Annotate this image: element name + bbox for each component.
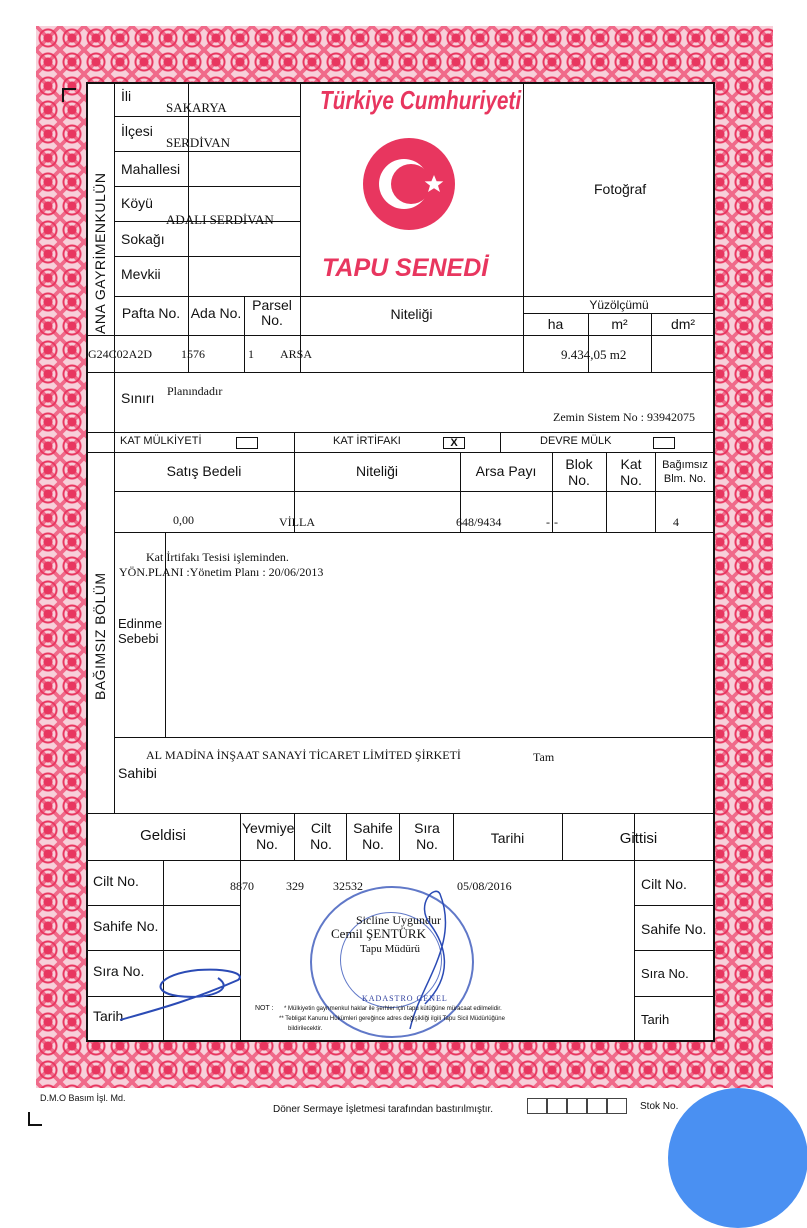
left-cilt-label: Cilt No. [93,873,139,889]
alan-value: 9.434,05 m2 [561,347,627,362]
registry-cilt-header: Cilt No. [310,820,332,852]
dm2-header: dm² [670,316,696,332]
registry-cilt-value: 329 [286,879,304,893]
sebebi-label: Sebebi [118,631,159,646]
notes-label: NOT : [255,1005,274,1012]
left-sahife-label: Sahife No. [93,918,159,934]
sokak-label: Sokağı [121,231,165,247]
left-tarih-label: Tarih [93,1008,124,1024]
pafta-header: Pafta No. [121,305,181,321]
edinme-label: Edinme [118,616,163,631]
stamp-line-3: Tapu Müdürü [360,943,421,955]
parsel-header: Parsel No. [252,297,292,328]
satis-bedeli-header: Satış Bedeli [166,463,242,479]
right-tarih-label: Tarih [641,1012,670,1027]
photo-label: Fotoğraf [594,181,647,197]
blok-value: - [546,515,550,529]
stock-label: Stok No. [640,1101,679,1112]
yevmiye-header: Yevmiye No. [242,820,295,852]
kat-irtifaki-label: KAT İRTİFAKI [333,435,401,447]
stock-box-1 [527,1098,547,1114]
acquisition-line-2: YÖN.PLANI :Yönetim Planı : 20/06/2013 [119,565,324,579]
kat-mulkiyeti-label: KAT MÜLKİYETİ [120,435,202,447]
bagimsiz-value: 4 [673,515,679,529]
printer-label: D.M.O Basım İşl. Md. [40,1093,126,1103]
nitelik-value: ARSA [280,347,313,361]
right-sahife-label: Sahife No. [641,921,707,937]
deed-title: TAPU SENEDİ [322,254,489,282]
mahalle-label: Mahallesi [121,161,181,177]
ilce-value: SERDİVAN [166,135,231,150]
arsa-payi-value: 648/9434 [456,515,502,529]
stock-box-3 [567,1098,587,1114]
devre-mulk-label: DEVRE MÜLK [540,435,612,447]
arsa-payi-header: Arsa Payı [475,463,537,479]
notes-line-3: bildirilecektir. [288,1026,323,1032]
geldisi-header: Geldisi [140,827,186,844]
left-sira-label: Sıra No. [93,963,145,979]
corner-mark-bottom-left [28,1112,42,1126]
unit-nitelik-value: VİLLA [279,515,315,529]
unit-nitelik-header: Niteliği [355,463,398,479]
floating-action-circle[interactable] [668,1088,807,1228]
side-label-divider [114,82,115,452]
ilce-label: İlçesi [121,123,153,139]
corner-mark-top-left [62,88,76,102]
satis-bedeli-value: 0,00 [173,513,194,527]
kat-mulkiyeti-checkbox [236,437,258,449]
signature-scribble [118,962,248,1024]
bagimsiz-header: Bağımsız Blm. No. [662,459,708,485]
stamp-line-1: Sicline Uygundur [356,913,441,927]
acquisition-line-1: Kat İrtifakı Tesisi işleminden. [146,550,289,564]
notes-line-1: * Mülkiyetin gayrımenkul haklar ile şerhler için tapu kütüğüne müracaat edilmelidir. [284,1006,502,1012]
m2-header: m² [611,316,628,332]
printed-by-label: Döner Sermaye İşletmesi tarafından bastırılmıştır. [273,1104,494,1115]
parsel-value: 1 [248,347,254,361]
devre-mulk-checkbox [653,437,675,449]
stock-box-4 [587,1098,607,1114]
main-property-side-label: ANA GAYRİMENKULÜN [92,172,108,334]
registry-sira-header: Sıra No. [414,820,440,852]
registry-sahife-value: 32532 [333,879,363,893]
right-cilt-label: Cilt No. [641,876,687,892]
pafta-value: G24C02A2D [88,347,153,361]
ada-header: Ada No. [190,305,242,321]
nitelik-header: Niteliği [390,306,433,322]
il-value: SAKARYA [166,100,227,115]
ada-value: 1576 [181,347,205,361]
owner-prefix: AL [146,748,162,762]
blok-header: Blok No. [565,456,593,488]
koy-value: ADALI SERDİVAN [166,212,274,227]
yevmiye-value: 8870 [230,879,254,893]
ha-header: ha [547,316,564,332]
owner-label: Sahibi [118,765,157,781]
owner-name: MADİNA İNŞAAT SANAYİ TİCARET LİMİTED ŞİRKETİ [165,748,461,762]
yuzolcumu-header: Yüzölçümü [589,298,649,312]
stock-box-5 [607,1098,627,1114]
zemin-system-no: Zemin Sistem No : 93942075 [553,410,695,424]
seal-ring-text: KADASTRO GENEL [362,994,448,1003]
registry-sahife-header: Sahife No. [353,820,393,852]
owner-share: Tam [533,750,555,764]
stock-box-2 [547,1098,567,1114]
il-label: İli [121,88,132,104]
turkish-flag-emblem [362,137,456,231]
kat-header: Kat No. [620,456,642,488]
country-title: Türkiye Cumhuriyeti [320,85,522,115]
koy-label: Köyü [121,195,153,211]
stamp-line-2: Cemil ŞENTÜRK [331,926,426,941]
kat-irtifaki-checkbox: X [443,437,465,449]
notes-line-2: ** Tebligat Kanunu Hükümleri gereğince adres değişikliği ilgili Tapu Sicil Müdürlüğüne [279,1016,505,1022]
gittisi-header: Gittisi [619,830,658,847]
tarihi-header: Tarihi [490,830,525,846]
boundary-label: Sınırı [121,390,155,406]
boundary-value: Planındadır [167,384,223,398]
kat-value: - [554,515,558,529]
right-sira-label: Sıra No. [641,966,689,981]
registry-tarih-value: 05/08/2016 [457,879,512,893]
independent-section-side-label: BAĞIMSIZ BÖLÜM [92,572,108,700]
mevki-label: Mevkii [121,266,161,282]
